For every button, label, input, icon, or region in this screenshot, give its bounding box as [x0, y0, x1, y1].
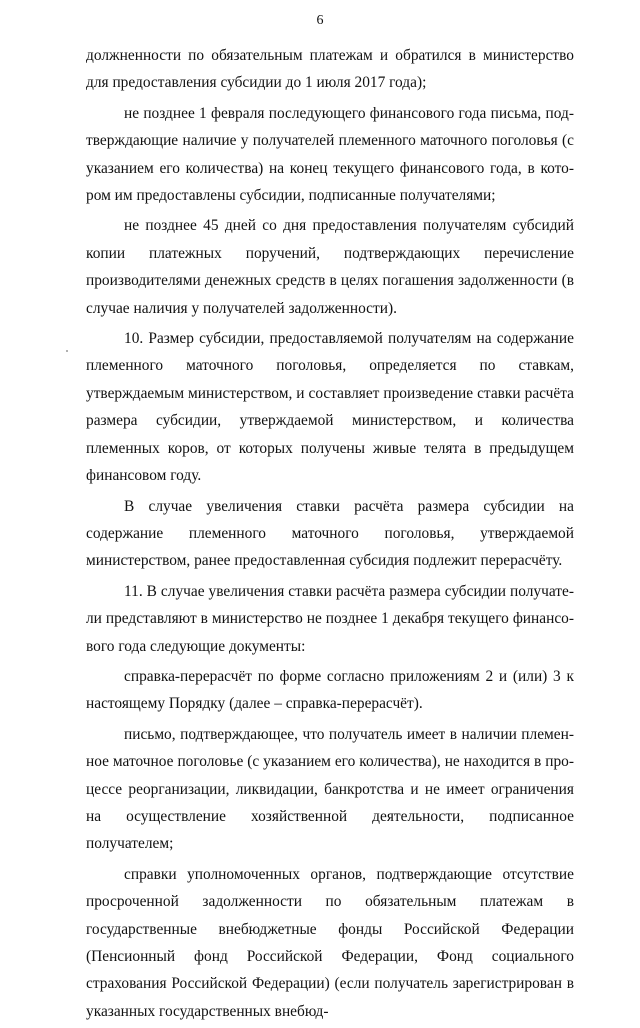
- paragraph-authorized-bodies: справки уполномоченных органов, подтверждающие отсутствие просроченной задолженности по обязательным платежам в государственные внебюджетные фонды Российской Федерации (Пенсионный фонд Российской Федерации, Фонд социального страхования Российской Федерации) (если получатель зарегистрирован в указанных государственных внебюд-: [86, 865, 574, 1020]
- paragraph-item-11: 11. В случае увеличения ставки расчёта размера субсидии получатели представляют в министерство не позднее 1 декабря текущего финансового года следующие документы:: [86, 582, 574, 655]
- paragraph-item-10: 10. Размер субсидии, предоставляемой получателям на содержание племенного маточного поголовья, определяется по ставкам, утверждаемым министерством, и составляет произведение ставки расчёта размера субсидии, утверждаемой министерством, и количества племенных коров, от которых получены живые телята в предыдущем финансовом году.: [86, 330, 574, 485]
- paragraph-february-letters: не позднее 1 февраля последующего финансового года письма, подтверждающие наличие у получателей племенного маточного поголовья (с указанием его количества) на конец текущего финансового года, в котором им предоставлены субсидии, подписанные получателями;: [86, 104, 574, 205]
- paragraph-continuation: должненности по обязательным платежам и обратился в министерство для предоставления субсидии до 1 июля 2017 года);: [86, 47, 574, 92]
- scan-speck: [66, 350, 68, 352]
- paragraph-payment-orders: не позднее 45 дней со дня предоставления получателям субсидий копии платежных поручений, подтверждающих перечисление производителями денежных средств в целях погашения задолженности (в случае наличия у получателей задолженности).: [86, 217, 574, 317]
- paragraph-recalculation: В случае увеличения ставки расчёта размера субсидии на содержание племенного маточного поголовья, утверждаемой министерством, ранее предоставленная субсидия подлежит перерасчёту.: [86, 497, 574, 570]
- page-number: 6: [316, 13, 324, 28]
- paragraph-certificate-recalculation: справка-перерасчёт по форме согласно приложениям 2 и (или) 3 к настоящему Порядку (далее – справка-перерасчёт).: [86, 667, 574, 713]
- paragraph-confirmation-letter: письмо, подтверждающее, что получатель имеет в наличии племенное маточное поголовье (с указанием его количества), не находится в процессе реорганизации, ликвидации, банкротства и не имеет ограничения на осуществление хозяйственной деятельности, подписанное получателем;: [86, 725, 574, 853]
- document-body: [86, 42, 574, 1028]
